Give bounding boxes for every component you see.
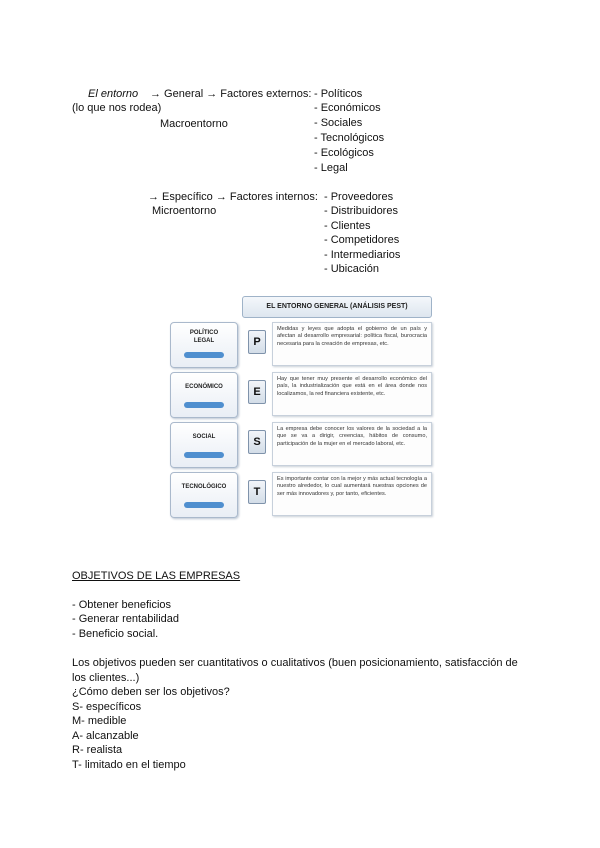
description-box [272, 372, 432, 416]
category-band-graphic [184, 352, 224, 358]
external-factor: - Económicos [314, 102, 381, 114]
microentorno-label: Microentorno [152, 205, 217, 217]
description-text: Hay que tener muy presente el desarrollo económico del país, la industrialización que está en el área donde nos localizamos, la red financiera existente, etc. [277, 376, 427, 397]
external-factor: - Legal [314, 162, 348, 174]
description-box [272, 422, 432, 466]
category-label: TECNOLÓGICO [181, 484, 227, 490]
letter-box: E [248, 380, 266, 404]
category-box [170, 422, 238, 468]
pest-header: EL ENTORNO GENERAL (ANÁLISIS PEST) [242, 296, 432, 318]
goal-item: - Obtener beneficios [72, 599, 172, 611]
pest-row-economic [168, 370, 432, 418]
internal-factor: - Distribuidores [324, 205, 398, 217]
entorno-subtitle: (lo que nos rodea) [72, 102, 162, 114]
goal-item: - Beneficio social. [72, 628, 159, 640]
category-label: POLÍTICO LEGAL [189, 330, 219, 344]
external-factor: - Tecnológicos [314, 132, 385, 144]
especifico-line: → Específico → Factores internos: [148, 191, 318, 203]
category-box [170, 322, 238, 368]
letter-box: S [248, 430, 266, 454]
internal-factor: - Intermediarios [324, 249, 401, 261]
category-label: SOCIAL [192, 434, 216, 440]
category-box [170, 472, 238, 518]
internal-factor: - Ubicación [324, 263, 380, 275]
description-text: Es importante contar con la mejor y más actual tecnología a nuestro alrededor, lo cual aumentará nuestras opciones de ser más innovadores y, por tanto, eficientes. [277, 476, 427, 497]
objectives-paragraph-line: Los objetivos pueden ser cuantitativos o cualitativos (buen posicionamiento, satisfacción de [72, 657, 518, 669]
category-label: ECONÓMICO [185, 384, 223, 390]
pest-row-political [168, 320, 432, 368]
external-factor: - Ecológicos [314, 147, 374, 159]
smart-item: R- realista [72, 744, 123, 756]
category-band-graphic [184, 452, 224, 458]
objectives-paragraph-line: los clientes...) [72, 672, 140, 684]
smart-item: M- medible [72, 715, 127, 727]
objetivos-heading: OBJETIVOS DE LAS EMPRESAS [72, 570, 241, 582]
goal-item: - Generar rentabilidad [72, 613, 180, 625]
smart-item: A- alcanzable [72, 730, 139, 742]
letter-box: T [248, 480, 266, 504]
smart-item: S- específicos [72, 701, 142, 713]
description-box [272, 472, 432, 516]
smart-item: T- limitado en el tiempo [72, 759, 186, 771]
description-text: Medidas y leyes que adopta el gobierno de un país y afectan al desarrollo empresarial: política fiscal, burocracia necesaria para la creación de empresas, etc. [277, 326, 427, 347]
internal-factor: - Competidores [324, 234, 400, 246]
letter-box: P [248, 330, 266, 354]
external-factor: - Políticos [314, 88, 363, 100]
category-box [170, 372, 238, 418]
entorno-title: El entorno [88, 88, 139, 100]
description-text: La empresa debe conocer los valores de la sociedad a la que se va a dirigir, creencias, hábitos de consumo, participación de la mujer en el mercado laboral, etc. [277, 426, 427, 447]
category-band-graphic [184, 402, 224, 408]
internal-factor: - Proveedores [324, 191, 394, 203]
pest-row-technological [168, 470, 432, 518]
general-line: → General → Factores externos: [150, 88, 312, 100]
macroentorno-label: Macroentorno [160, 118, 228, 130]
objectives-question: ¿Cómo deben ser los objetivos? [72, 686, 230, 698]
external-factor: - Sociales [314, 117, 363, 129]
pest-row-social [168, 420, 432, 468]
description-box [272, 322, 432, 366]
category-band-graphic [184, 502, 224, 508]
internal-factor: - Clientes [324, 220, 371, 232]
pest-figure [168, 294, 432, 520]
